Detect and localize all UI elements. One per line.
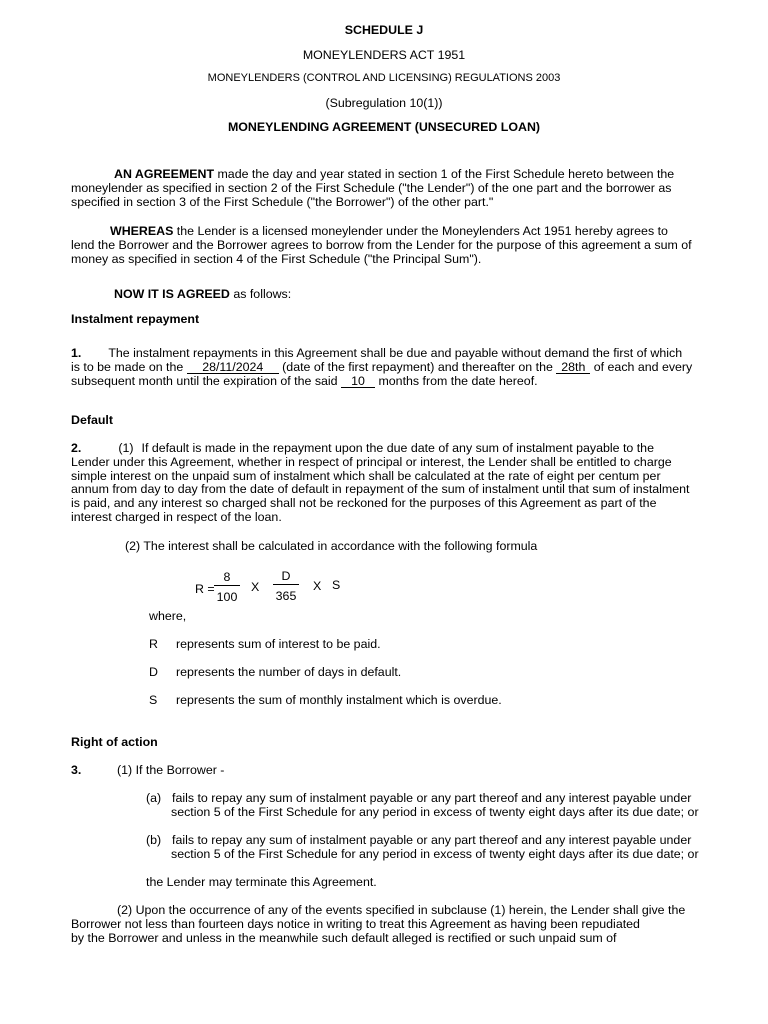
default-clause-2: (2) The interest shall be calculated in accordance with the following formula [125, 539, 538, 553]
now-agreed: NOW IT IS AGREED as follows: [114, 287, 292, 301]
first-repayment-date: 28/11/2024 [187, 361, 279, 374]
repayment-months: 10 [341, 375, 375, 388]
regulations-title: MONEYLENDERS (CONTROL AND LICENSING) REGULATIONS 2003 [207, 72, 561, 84]
formula-fraction-rate: $\frac{8}{100}$ [214, 571, 240, 605]
formula-fraction-days: $\frac{D}{365}$ [273, 570, 299, 604]
act-title: MONEYLENDERS ACT 1951 [302, 48, 466, 62]
whereas-paragraph: WHEREAS the Lender is a licensed moneylender under the Moneylenders Act 1951 hereby agrees to lend the Borrower and the Borrower agrees to borrow from the Lender for the purpose of this agreement a sum of money as specified in section 4 of the First Schedule ("the Principal Sum"). [71, 224, 692, 266]
right-of-action-clause-2: (2) Upon the occurrence of any of the events specified in subclause (1) herein, the Lender shall give the Borrower not less than fourteen days notice in writing to treat this Agreement as having been repudiated by the Borrower and unless in the meanwhile such default alleged is rectified or such unpaid sum of [71, 903, 686, 945]
definition-s: S represents the sum of monthly instalment which is overdue. [149, 693, 502, 707]
definition-d: D represents the number of days in default. [149, 665, 402, 679]
subregulation: (Subregulation 10(1)) [325, 96, 443, 110]
default-heading: Default [71, 413, 113, 427]
formula-r-equals: R = [195, 582, 215, 596]
right-of-action-item-b: (b) fails to repay any sum of instalment payable or any part thereof and any interest payable under section 5 of the First Schedule for any period in excess of twenty eight days after its due date; or [146, 833, 699, 861]
right-of-action-item-a: (a) fails to repay any sum of instalment payable or any part thereof and any interest payable under section 5 of the First Schedule for any period in excess of twenty eight days after its due date; or [146, 791, 699, 819]
repayment-day: 28th [556, 361, 590, 374]
agreement-paragraph: AN AGREEMENT made the day and year stated in section 1 of the First Schedule hereto between the moneylender as specified in section 2 of the First Schedule ("the Lender") of the one part and the borrower as specified in section 3 of the First Schedule ("the Borrower") of the other part." [71, 167, 675, 209]
right-of-action-clause-1: 3. (1) If the Borrower - [71, 763, 225, 777]
formula-s: S [332, 578, 341, 592]
formula-times-2: X [313, 579, 322, 593]
right-of-action-heading: Right of action [71, 735, 158, 749]
instalment-heading: Instalment repayment [71, 312, 200, 326]
definition-r: R represents sum of interest to be paid. [149, 637, 381, 651]
formula-where: where, [149, 609, 187, 623]
terminate-statement: the Lender may terminate this Agreement. [146, 875, 377, 889]
instalment-clause: 1. The instalment repayments in this Agreement shall be due and payable without demand the first of which is to be made on the 28/11/2024 (date of the first repayment) and thereafter on the 28th of each and every subsequent month until the expiration of the said 10 months from the date hereof. [71, 346, 693, 388]
default-clause-1: 2. (1) If default is made in the repayment upon the due date of any sum of instalment payable to the Lender under this Agreement, whether in respect of principal or interest, the Lender shall be entitled to charge simple interest on the unpaid sum of instalment which shall be calculated at the rate of eight per centum per annum from day to day from the date of default in repayment of the sum of instalment until that sum of instalment is paid, and any interest so charged shall not be reckoned for the purposes of this Agreement as part of the interest charged in respect of the loan. [71, 441, 690, 524]
formula-times-1: X [251, 580, 260, 594]
agreement-title: MONEYLENDING AGREEMENT (UNSECURED LOAN) [227, 120, 541, 134]
schedule-title: SCHEDULE J [344, 23, 424, 37]
